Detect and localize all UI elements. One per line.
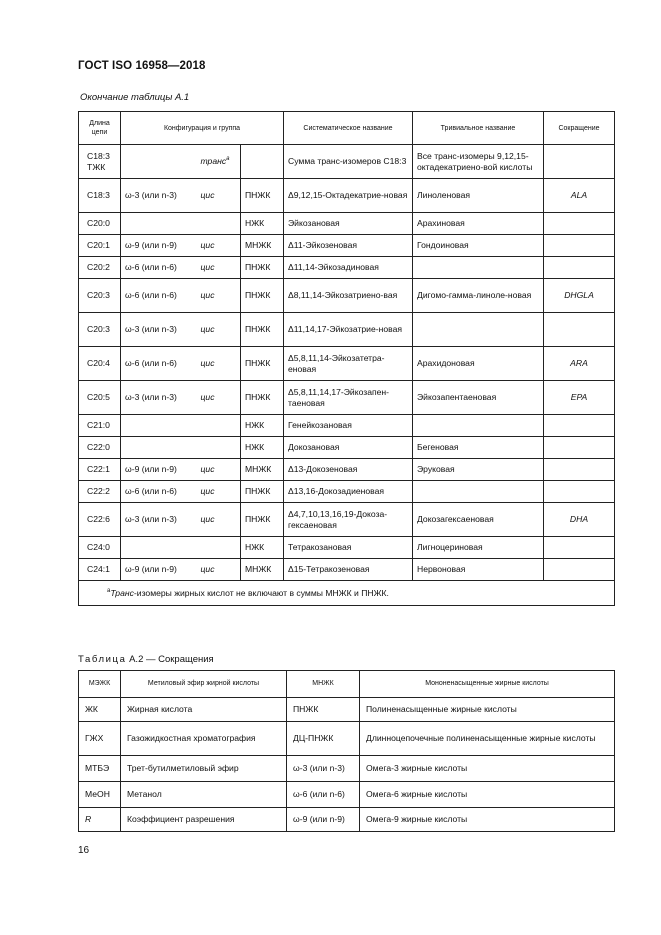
chain-length-cell (79, 415, 121, 437)
configuration-cell (197, 537, 241, 559)
systematic-name-cell (284, 235, 413, 257)
configuration-cell (197, 559, 241, 581)
systematic-name-cell-text: Тетракозановая (288, 542, 352, 553)
chain-length-cell (79, 213, 121, 235)
fatty-acid-group-cell (241, 481, 284, 503)
meaning-cell: Омега-9 жирные кислоты (360, 808, 615, 832)
chain-length-cell-text: C18:3 (87, 190, 110, 201)
fatty-acid-group-cell-text: ПНЖК (245, 262, 271, 273)
fatty-acid-group-cell (241, 279, 284, 313)
chain-length-cell-text: C24:0 (87, 542, 110, 553)
trivial-name-cell-text: Нервоновая (417, 564, 466, 575)
systematic-name-cell (284, 347, 413, 381)
configuration-cell (197, 381, 241, 415)
abbreviation-cell: ω-3 (или n-3) (287, 756, 360, 782)
systematic-name-cell-text: Сумма транс-изомеров C18:3 (288, 156, 407, 167)
meaning-cell: Трет-бутилметиловый эфир (121, 756, 287, 782)
chain-length-cell-text: C22:6 (87, 514, 110, 525)
configuration-cell (197, 179, 241, 213)
trivial-name-cell (413, 213, 544, 235)
configuration-cell (197, 437, 241, 459)
abbreviation-cell (544, 481, 615, 503)
chain-length-cell-text: C20:3 (87, 324, 110, 335)
table-row (79, 808, 615, 832)
chain-length-cell (79, 537, 121, 559)
chain-length-cell (79, 313, 121, 347)
abbreviation-cell: R (79, 808, 121, 832)
omega-group-cell (121, 415, 197, 437)
column-header-trivial: Тривиальное название (413, 112, 544, 145)
omega-group-cell-text: ω-6 (или n-6) (125, 486, 177, 497)
omega-group-cell-text: ω-3 (или n-3) (125, 324, 177, 335)
table-a2-header-row (79, 671, 615, 698)
configuration-cell-text: цис (200, 290, 215, 301)
column-header-length: Длина цепи (79, 112, 121, 145)
fatty-acid-group-cell (241, 145, 284, 179)
systematic-name-cell-text: Δ11,14,17-Эйкозатрие-новая (288, 324, 403, 335)
omega-group-cell (121, 381, 197, 415)
configuration-cell (197, 481, 241, 503)
abbreviation-cell-text: EPA (570, 392, 588, 403)
fatty-acid-group-cell-text: ПНЖК (245, 324, 271, 335)
trivial-name-cell-text: Докозагексаеновая (417, 514, 494, 525)
omega-group-cell (121, 179, 197, 213)
systematic-name-cell-text: Δ11,14-Эйкозадиновая (288, 262, 379, 273)
trivial-name-cell (413, 537, 544, 559)
systematic-name-cell-text: Докозановая (288, 442, 340, 453)
fatty-acid-group-cell (241, 213, 284, 235)
fatty-acid-group-cell (241, 257, 284, 279)
fatty-acid-group-cell (241, 459, 284, 481)
chain-length-cell-text: C20:1 (87, 240, 110, 251)
abbreviation-cell: МТБЭ (79, 756, 121, 782)
configuration-cell (197, 235, 241, 257)
omega-group-cell-text: ω-3 (или n-3) (125, 392, 177, 403)
omega-group-cell-text: ω-9 (или n-9) (125, 564, 177, 575)
column-header-abbreviation: Сокращение (544, 112, 615, 145)
systematic-name-cell (284, 503, 413, 537)
chain-length-cell-text: C20:4 (87, 358, 110, 369)
omega-group-cell-text: ω-6 (или n-6) (125, 290, 177, 301)
abbreviation-cell: ω-9 (или n-9) (287, 808, 360, 832)
fatty-acid-group-cell (241, 381, 284, 415)
abbreviation-cell (544, 347, 615, 381)
abbreviation-cell (544, 279, 615, 313)
trivial-name-cell (413, 313, 544, 347)
systematic-name-cell (284, 313, 413, 347)
chain-length-cell-text: C18:3 ТЖК (87, 151, 110, 172)
systematic-name-cell-text: Генейкозановая (288, 420, 352, 431)
omega-group-cell (121, 459, 197, 481)
fatty-acid-group-cell-text: МНЖК (245, 240, 272, 251)
fatty-acid-group-cell (241, 503, 284, 537)
table-row (79, 381, 615, 415)
configuration-cell (197, 503, 241, 537)
chain-length-cell (79, 347, 121, 381)
systematic-name-cell-text: Δ5,8,11,14,17-Эйкозапен-таеновая (288, 387, 390, 408)
systematic-name-cell (284, 559, 413, 581)
trivial-name-cell (413, 179, 544, 213)
omega-group-cell-text: ω-3 (или n-3) (125, 514, 177, 525)
table-a1-footnote-row (79, 581, 615, 606)
page-number: 16 (78, 845, 90, 856)
table-row (79, 145, 615, 179)
omega-group-cell-text: ω-6 (или n-6) (125, 358, 177, 369)
configuration-cell-text: цис (200, 240, 215, 251)
fatty-acid-group-cell-text: НЖК (245, 542, 265, 553)
omega-group-cell (121, 503, 197, 537)
chain-length-cell (79, 179, 121, 213)
table-row (79, 698, 615, 722)
systematic-name-cell-text: Δ8,11,14-Эйкозатриено-вая (288, 290, 398, 301)
omega-group-cell (121, 145, 197, 179)
column-header-systematic: Систематическое название (284, 112, 413, 145)
trivial-name-cell (413, 503, 544, 537)
column-header-c1: МЭЖК (79, 671, 121, 698)
systematic-name-cell (284, 459, 413, 481)
meaning-cell: Жирная кислота (121, 698, 287, 722)
configuration-cell-text: цис (200, 358, 215, 369)
configuration-cell-text: транс (200, 156, 227, 167)
configuration-cell-text: цис (200, 486, 215, 497)
chain-length-cell (79, 235, 121, 257)
table-row (79, 179, 615, 213)
configuration-cell (197, 415, 241, 437)
abbreviation-cell (544, 179, 615, 213)
configuration-cell-text: цис (200, 514, 215, 525)
omega-group-cell-text: ω-3 (или n-3) (125, 190, 177, 201)
abbreviation-cell (544, 503, 615, 537)
abbreviation-cell-text: ALA (570, 190, 588, 201)
abbreviation-cell: ЖК (79, 698, 121, 722)
fatty-acid-group-cell-text: ПНЖК (245, 514, 271, 525)
table-row (79, 537, 615, 559)
configuration-cell (197, 257, 241, 279)
footnote-ref: a (226, 156, 230, 163)
trivial-name-cell-text: Лигноцериновая (417, 542, 483, 553)
abbreviation-cell (544, 257, 615, 279)
systematic-name-cell-text: Δ4,7,10,13,16,19-Докоза-гексаеновая (288, 509, 388, 530)
chain-length-cell-text: C22:0 (87, 442, 110, 453)
systematic-name-cell (284, 481, 413, 503)
omega-group-cell (121, 481, 197, 503)
trivial-name-cell (413, 145, 544, 179)
trivial-name-cell-text: Арахидоновая (417, 358, 475, 369)
systematic-name-cell (284, 279, 413, 313)
fatty-acid-group-cell-text: НЖК (245, 420, 265, 431)
configuration-cell (197, 145, 241, 179)
omega-group-cell (121, 235, 197, 257)
systematic-name-cell-text: Δ15-Тетракозеновая (288, 564, 370, 575)
table-row (79, 722, 615, 756)
chain-length-cell (79, 559, 121, 581)
abbreviation-cell (544, 559, 615, 581)
systematic-name-cell (284, 213, 413, 235)
omega-group-cell (121, 537, 197, 559)
abbreviation-cell: ω-6 (или n-6) (287, 782, 360, 808)
abbreviation-cell: ГЖХ (79, 722, 121, 756)
abbreviation-cell-text: DHA (569, 514, 589, 525)
configuration-cell-text: цис (200, 190, 215, 201)
chain-length-cell-text: C20:5 (87, 392, 110, 403)
table-row (79, 481, 615, 503)
trivial-name-cell (413, 257, 544, 279)
abbreviation-cell (544, 537, 615, 559)
table-a1-footnote (79, 581, 615, 606)
systematic-name-cell (284, 381, 413, 415)
configuration-cell-text: цис (200, 564, 215, 575)
table-row (79, 782, 615, 808)
table-row (79, 279, 615, 313)
fatty-acid-group-cell (241, 537, 284, 559)
systematic-name-cell (284, 415, 413, 437)
trivial-name-cell (413, 235, 544, 257)
abbreviation-cell: ПНЖК (287, 698, 360, 722)
trivial-name-cell (413, 437, 544, 459)
fatty-acid-group-cell (241, 235, 284, 257)
systematic-name-cell (284, 257, 413, 279)
omega-group-cell (121, 279, 197, 313)
trivial-name-cell (413, 559, 544, 581)
meaning-cell: Длинноцепочечные полиненасыщенные жирные кислоты (360, 722, 615, 756)
configuration-cell (197, 347, 241, 381)
column-header-configuration: Конфигурация и группа (121, 112, 284, 145)
fatty-acid-group-cell-text: ПНЖК (245, 486, 271, 497)
table-a2 (78, 670, 615, 832)
abbreviation-cell-text: ARA (570, 358, 588, 369)
omega-group-cell-text: ω-9 (или n-9) (125, 240, 177, 251)
configuration-cell (197, 279, 241, 313)
chain-length-cell-text: C20:0 (87, 218, 110, 229)
systematic-name-cell-text: Δ9,12,15-Октадекатрие-новая (288, 190, 408, 201)
trivial-name-cell-text: Гондоиновая (417, 240, 469, 251)
chain-length-cell-text: C21:0 (87, 420, 110, 431)
chain-length-cell (79, 481, 121, 503)
omega-group-cell-text: ω-6 (или n-6) (125, 262, 177, 273)
table-a1 (78, 111, 615, 606)
chain-length-cell (79, 381, 121, 415)
abbreviation-cell-text: DHGLA (564, 290, 594, 301)
abbreviation-cell: МеОН (79, 782, 121, 808)
fatty-acid-group-cell (241, 437, 284, 459)
trivial-name-cell (413, 481, 544, 503)
systematic-name-cell (284, 179, 413, 213)
trivial-name-cell-text: Арахиновая (417, 218, 465, 229)
meaning-cell: Полиненасыщенные жирные кислоты (360, 698, 615, 722)
footnote-text: -изомеры жирных кислот не включают в суммы МНЖК и ПНЖК. (133, 587, 389, 598)
abbreviation-cell (544, 145, 615, 179)
fatty-acid-group-cell (241, 415, 284, 437)
trivial-name-cell-text: Эруковая (417, 464, 455, 475)
abbreviation-cell (544, 235, 615, 257)
systematic-name-cell (284, 537, 413, 559)
table-row (79, 347, 615, 381)
fatty-acid-group-cell-text: ПНЖК (245, 290, 271, 301)
fatty-acid-group-cell (241, 179, 284, 213)
footnote-lead: Транс (110, 587, 134, 598)
omega-group-cell (121, 313, 197, 347)
systematic-name-cell-text: Δ13-Докозеновая (288, 464, 358, 475)
omega-group-cell (121, 559, 197, 581)
abbreviation-cell (544, 415, 615, 437)
abbreviation-cell (544, 313, 615, 347)
configuration-cell-text: цис (200, 464, 215, 475)
omega-group-cell (121, 437, 197, 459)
systematic-name-cell-text: Δ13,16-Докозадиеновая (288, 486, 385, 497)
meaning-cell: Омега-6 жирные кислоты (360, 782, 615, 808)
chain-length-cell (79, 279, 121, 313)
column-header-c4: Мононенасыщенные жирные кислоты (360, 671, 615, 698)
configuration-cell-text: цис (200, 262, 215, 273)
fatty-acid-group-cell-text: ПНЖК (245, 358, 271, 369)
configuration-cell (197, 313, 241, 347)
table-a2-caption-title: А.2 — Сокращения (129, 654, 214, 665)
chain-length-cell (79, 257, 121, 279)
table-a2-caption-label: Таблица (78, 654, 127, 665)
table-row (79, 313, 615, 347)
trivial-name-cell-text: Все транс-изомеры 9,12,15-октадекатриено-вой кислоты (417, 151, 533, 172)
table-row (79, 437, 615, 459)
omega-group-cell (121, 257, 197, 279)
omega-group-cell (121, 347, 197, 381)
trivial-name-cell-text: Дигомо-гамма-линоле-новая (417, 290, 532, 301)
abbreviation-cell (544, 437, 615, 459)
chain-length-cell (79, 459, 121, 481)
abbreviation-cell (544, 381, 615, 415)
abbreviation-cell (544, 213, 615, 235)
meaning-cell: Коэффициент разрешения (121, 808, 287, 832)
table-a1-caption: Окончание таблицы А.1 (80, 92, 190, 103)
omega-group-cell (121, 213, 197, 235)
fatty-acid-group-cell-text: ПНЖК (245, 392, 271, 403)
chain-length-cell-text: C20:3 (87, 290, 110, 301)
footnote-marker: a (107, 587, 111, 594)
table-row (79, 257, 615, 279)
systematic-name-cell (284, 145, 413, 179)
trivial-name-cell (413, 415, 544, 437)
chain-length-cell (79, 437, 121, 459)
document-header: ГОСТ ISO 16958—2018 (78, 60, 206, 72)
chain-length-cell-text: C22:2 (87, 486, 110, 497)
configuration-cell (197, 213, 241, 235)
trivial-name-cell (413, 381, 544, 415)
fatty-acid-group-cell (241, 347, 284, 381)
systematic-name-cell-text: Δ5,8,11,14-Эйкозатетра-еновая (288, 353, 385, 374)
trivial-name-cell-text: Бегеновая (417, 442, 459, 453)
column-header-c3: МНЖК (287, 671, 360, 698)
configuration-cell-text: цис (200, 324, 215, 335)
column-header-c2: Метиловый эфир жирной кислоты (121, 671, 287, 698)
trivial-name-cell-text: Линоленовая (417, 190, 470, 201)
table-row (79, 415, 615, 437)
meaning-cell: Омега-3 жирные кислоты (360, 756, 615, 782)
fatty-acid-group-cell-text: МНЖК (245, 564, 272, 575)
systematic-name-cell-text: Δ11-Эйкозеновая (288, 240, 358, 251)
chain-length-cell-text: C24:1 (87, 564, 110, 575)
systematic-name-cell (284, 437, 413, 459)
table-row (79, 213, 615, 235)
chain-length-cell-text: C20:2 (87, 262, 110, 273)
fatty-acid-group-cell-text: МНЖК (245, 464, 272, 475)
abbreviation-cell (544, 459, 615, 481)
fatty-acid-group-cell (241, 559, 284, 581)
table-a1-header-row (79, 112, 615, 145)
meaning-cell: Газожидкостная хроматография (121, 722, 287, 756)
table-row (79, 756, 615, 782)
omega-group-cell-text: ω-9 (или n-9) (125, 464, 177, 475)
abbreviation-cell: ДЦ-ПНЖК (287, 722, 360, 756)
table-row (79, 235, 615, 257)
systematic-name-cell-text: Эйкозановая (288, 218, 340, 229)
trivial-name-cell (413, 347, 544, 381)
table-a2-caption (78, 654, 214, 665)
chain-length-cell (79, 503, 121, 537)
trivial-name-cell-text: Эйкозапентаеновая (417, 392, 497, 403)
configuration-cell-text: цис (200, 392, 215, 403)
table-row (79, 559, 615, 581)
trivial-name-cell (413, 279, 544, 313)
table-row (79, 459, 615, 481)
fatty-acid-group-cell-text: НЖК (245, 218, 265, 229)
table-row (79, 503, 615, 537)
fatty-acid-group-cell-text: НЖК (245, 442, 265, 453)
fatty-acid-group-cell (241, 313, 284, 347)
chain-length-cell-text: C22:1 (87, 464, 110, 475)
fatty-acid-group-cell-text: ПНЖК (245, 190, 271, 201)
configuration-cell (197, 459, 241, 481)
chain-length-cell (79, 145, 121, 179)
meaning-cell: Метанол (121, 782, 287, 808)
trivial-name-cell (413, 459, 544, 481)
